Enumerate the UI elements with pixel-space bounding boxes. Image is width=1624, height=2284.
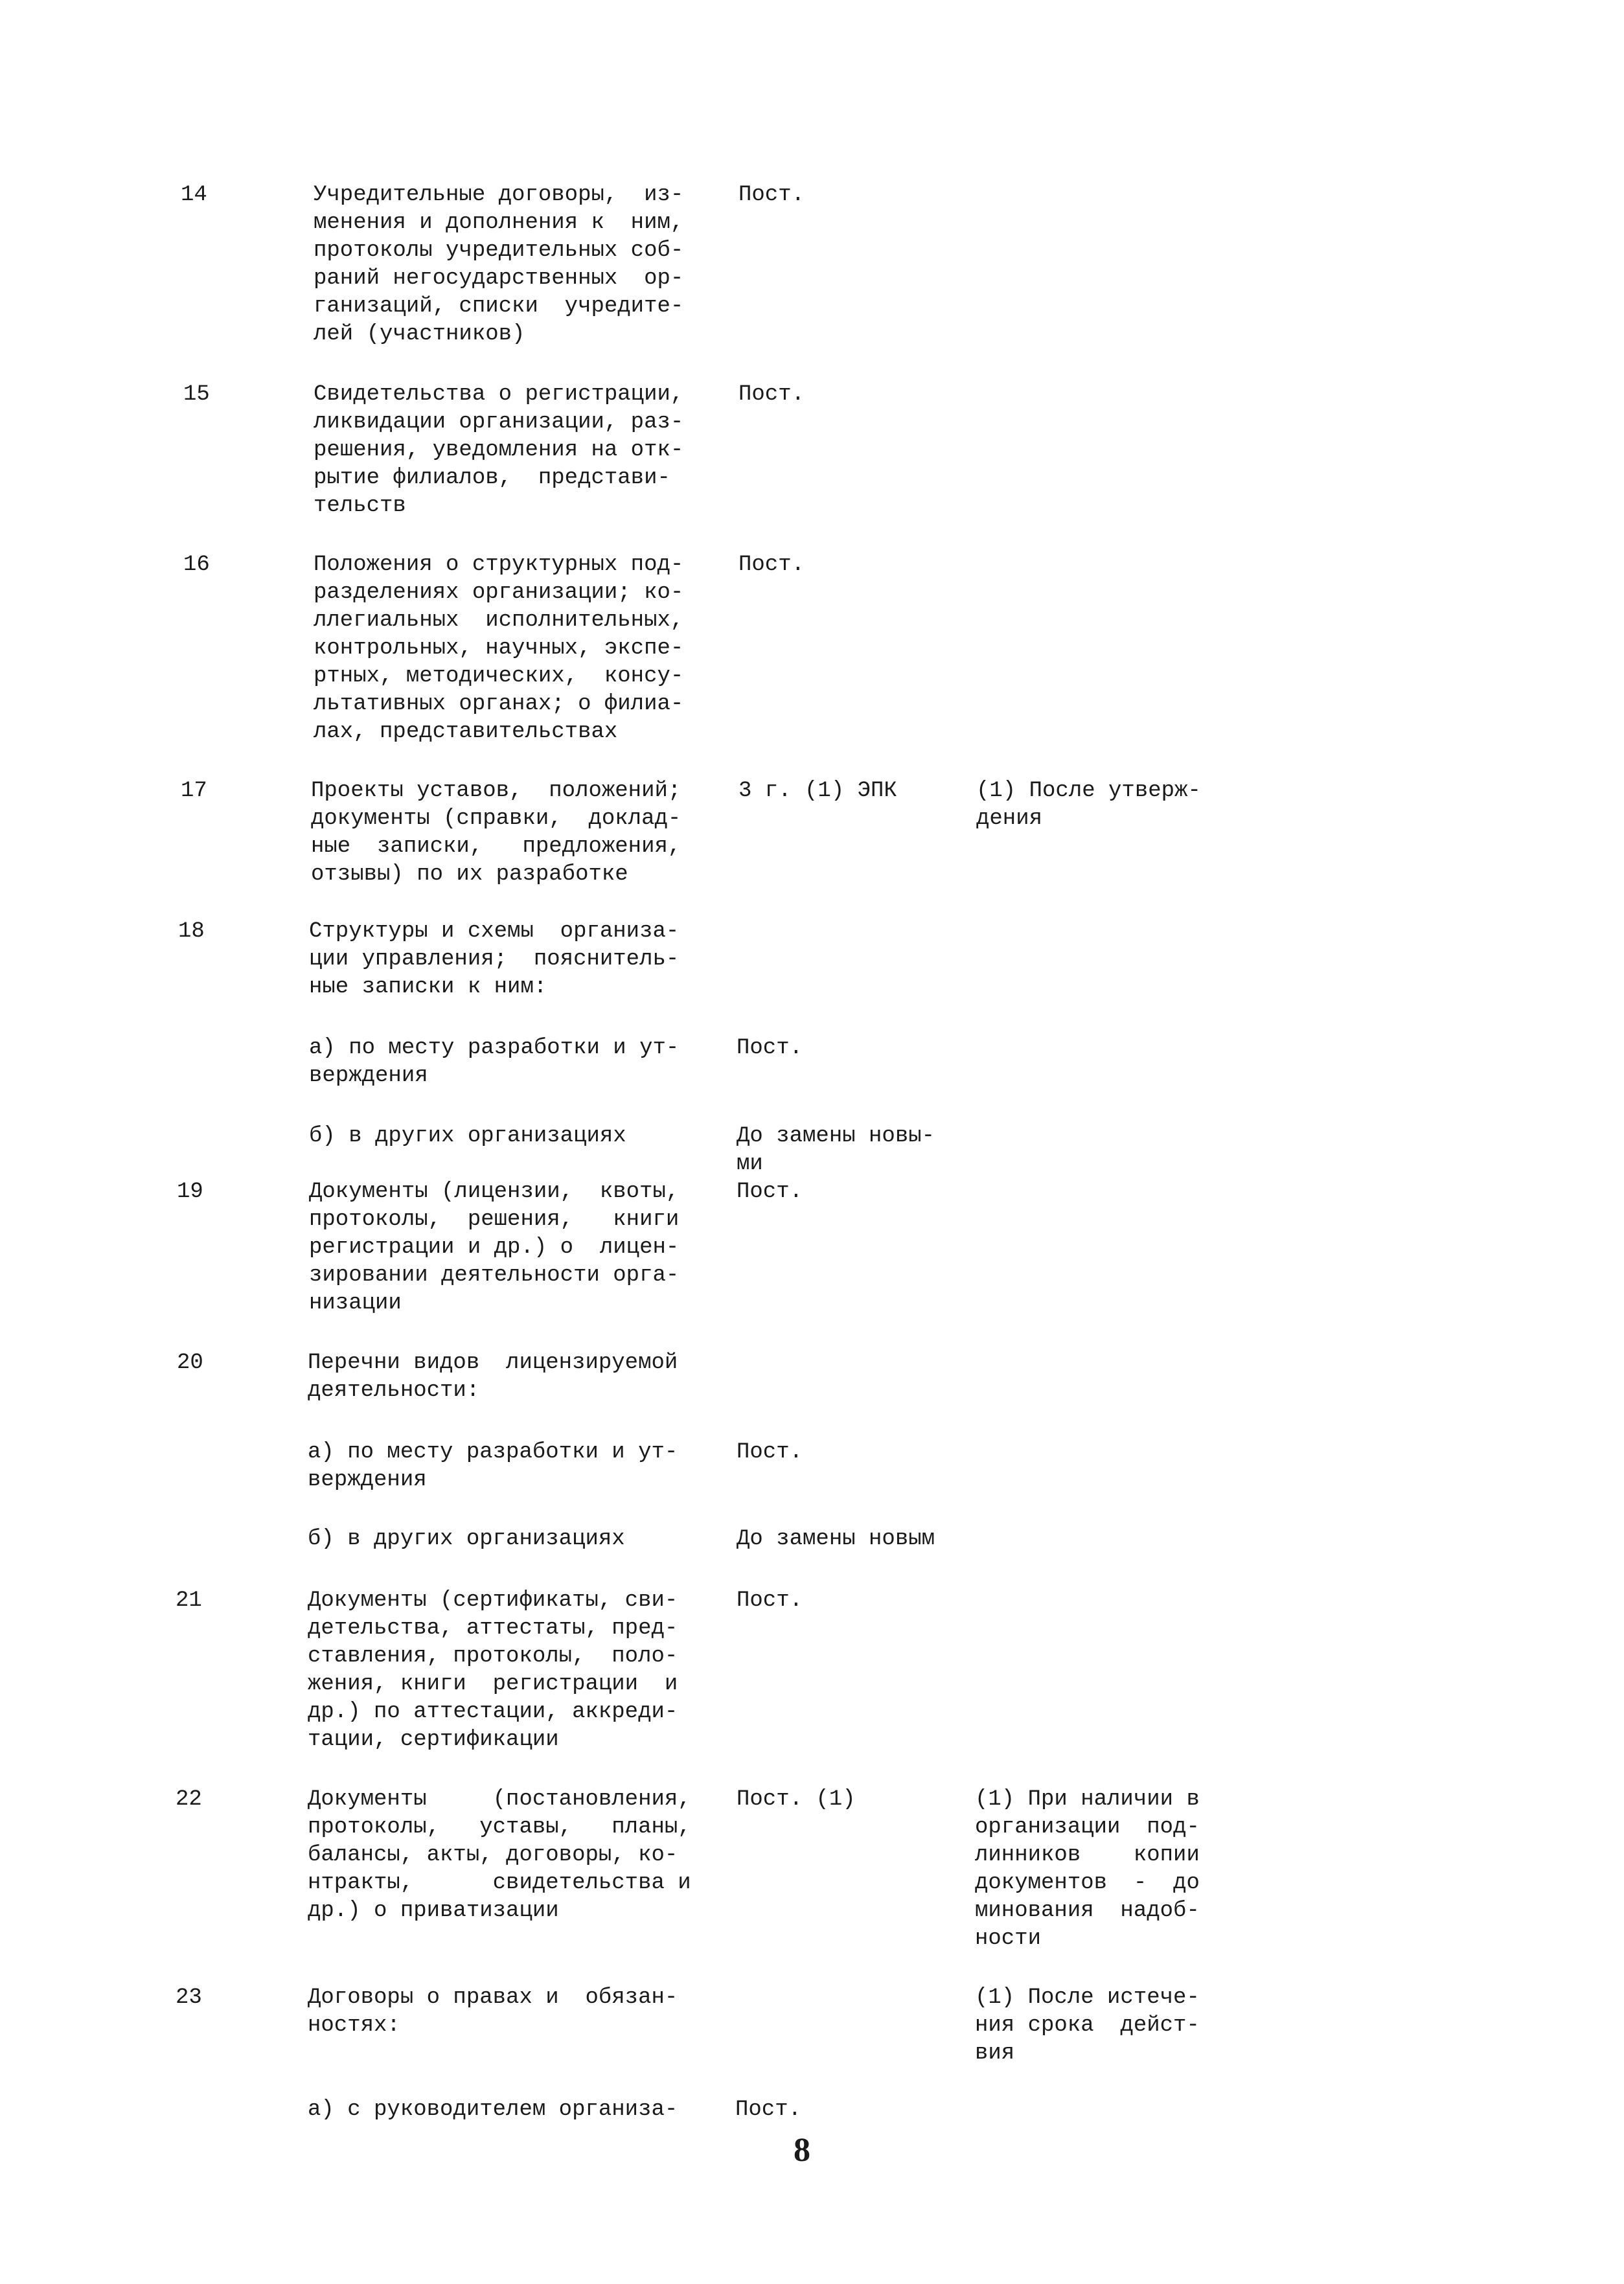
item-description: а) по месту разработки и ут- верждения [309, 1036, 680, 1088]
item-retention-term: Пост. [737, 1036, 803, 1060]
item-description: б) в других организациях [309, 1124, 626, 1148]
item-retention-term: Пост. [738, 553, 805, 577]
item-number: 16 [183, 553, 210, 577]
item-number: 15 [183, 382, 210, 407]
item-retention-term: Пост. [738, 382, 805, 407]
item-number: 22 [176, 1787, 202, 1812]
item-number: 23 [176, 1985, 202, 2010]
page-number: 8 [794, 2132, 810, 2169]
item-description: Договоры о правах и обязан- ностях: [308, 1985, 678, 2038]
item-retention-term: До замены новы- ми [737, 1124, 935, 1176]
item-number: 18 [178, 919, 205, 944]
item-number: 14 [181, 183, 207, 207]
item-description: Свидетельства о регистрации, ликвидации организации, раз- решения, уведомления на отк- рытие филиалов, представи- тельств [314, 382, 684, 518]
item-description: Структуры и схемы организа- ции управления; пояснитель- ные записки к ним: [309, 919, 680, 999]
item-number: 17 [181, 779, 207, 803]
item-description: Документы (лицензии, квоты, протоколы, решения, книги регистрации и др.) о лицен- зировании деятельности орга- низации [309, 1180, 680, 1316]
item-description: а) с руководителем организа- [308, 2097, 678, 2122]
item-description: Проекты уставов, положений; документы (справки, доклад- ные записки, предложения, отзывы) по их разработке [311, 779, 681, 887]
item-retention-term: 3 г. (1) ЭПК [738, 779, 897, 803]
item-description: Документы (сертификаты, сви- детельства, аттестаты, пред- ставления, протоколы, поло- жения, книги регистрации и др.) по аттестации, аккреди- тации, сертификации [308, 1588, 678, 1752]
item-description: Перечни видов лицензируемой деятельности: [308, 1351, 678, 1403]
item-description: Положения о структурных под- разделениях организации; ко- ллегиальных исполнительных, контрольных, научных, экспе- ртных, методических, консу- льтативных органах; о филиа- лах, представительствах [314, 553, 684, 744]
item-retention-term: Пост. [737, 1180, 803, 1204]
item-retention-term: Пост. [737, 1588, 803, 1613]
item-retention-term: Пост. (1) [737, 1787, 856, 1812]
item-retention-term: Пост. [737, 1440, 803, 1465]
item-note: (1) При наличии в организации под- линников копии документов - до минования надоб- ности [975, 1787, 1200, 1951]
item-description: Учредительные договоры, из- менения и дополнения к ним, протоколы учредительных соб- раний негосударственных ор- ганизаций, списки учредите- лей (участников) [314, 183, 684, 347]
item-retention-term: Пост. [738, 183, 805, 207]
item-note: (1) После утверж- дения [976, 779, 1201, 831]
item-number: 20 [177, 1351, 203, 1375]
item-note: (1) После истече- ния срока дейст- вия [975, 1985, 1200, 2066]
item-retention-term: Пост. [735, 2097, 802, 2122]
item-retention-term: До замены новым [737, 1527, 935, 1551]
item-description: Документы (постановления, протоколы, уставы, планы, балансы, акты, договоры, ко- нтракты, свидетельства и др.) о приватизации [308, 1787, 691, 1923]
item-description: б) в других организациях [308, 1527, 625, 1551]
item-number: 21 [176, 1588, 202, 1613]
item-number: 19 [177, 1180, 203, 1204]
item-description: а) по месту разработки и ут- верждения [308, 1440, 678, 1492]
